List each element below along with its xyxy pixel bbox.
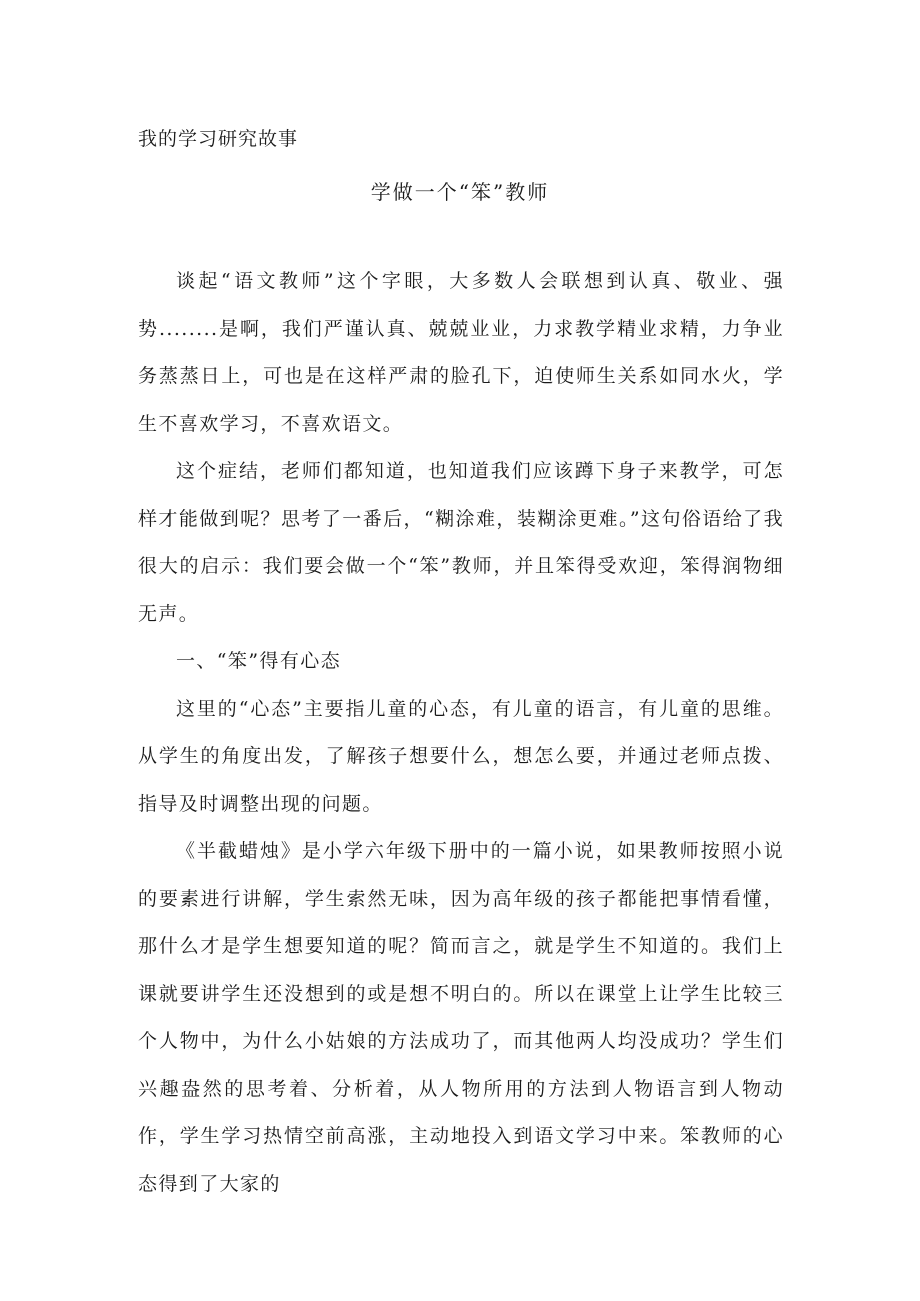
paragraph-mindset: 这里的“心态”主要指儿童的心态，有儿童的语言，有儿童的思维。从学生的角度出发，了解孩子想要什么，想怎么要，并通过老师点拨、指导及时调整出现的问题。	[138, 697, 784, 815]
paragraph-intro: 谈起“语文教师”这个字眼，大多数人会联想到认真、敬业、强势........是啊，我们严谨认真、兢兢业业，力求教学精业求精，力争业务蒸蒸日上，可也是在这样严肃的脸孔下，迫使师生关系如同水火，学生不喜欢学习，不喜欢语文。	[138, 270, 784, 435]
article-title: 学做一个“笨”教师	[370, 180, 550, 204]
article-body	[138, 258, 784, 1208]
paragraph-problem: 这个症结，老师们都知道，也知道我们应该蹲下身子来教学，可怎样才能做到呢？思考了一番后，“糊涂难，装糊涂更难。”这句俗语给了我很大的启示：我们要会做一个“笨”教师，并且笨得受欢迎，笨得润物细无声。	[138, 460, 784, 625]
paragraph-example: 《半截蜡烛》是小学六年级下册中的一篇小说，如果教师按照小说的要素进行讲解，学生索然无味，因为高年级的孩子都能把事情看懂，那什么才是学生想要知道的呢？简而言之，就是学生不知道的。我们上课就要讲学生还没想到的或是想不明白的。所以在课堂上让学生比较三个人物中，为什么小姑娘的方法成功了，而其他两人均没成功？学生们兴趣盎然的思考着、分析着，从人物所用的方法到人物语言到人物动作，学生学习热情空前高涨，主动地投入到语文学习中来。笨教师的心态得到了大家的	[138, 840, 784, 1195]
document-heading: 我的学习研究故事	[138, 128, 299, 150]
section-heading: 一、“笨”得有心态	[176, 650, 342, 672]
